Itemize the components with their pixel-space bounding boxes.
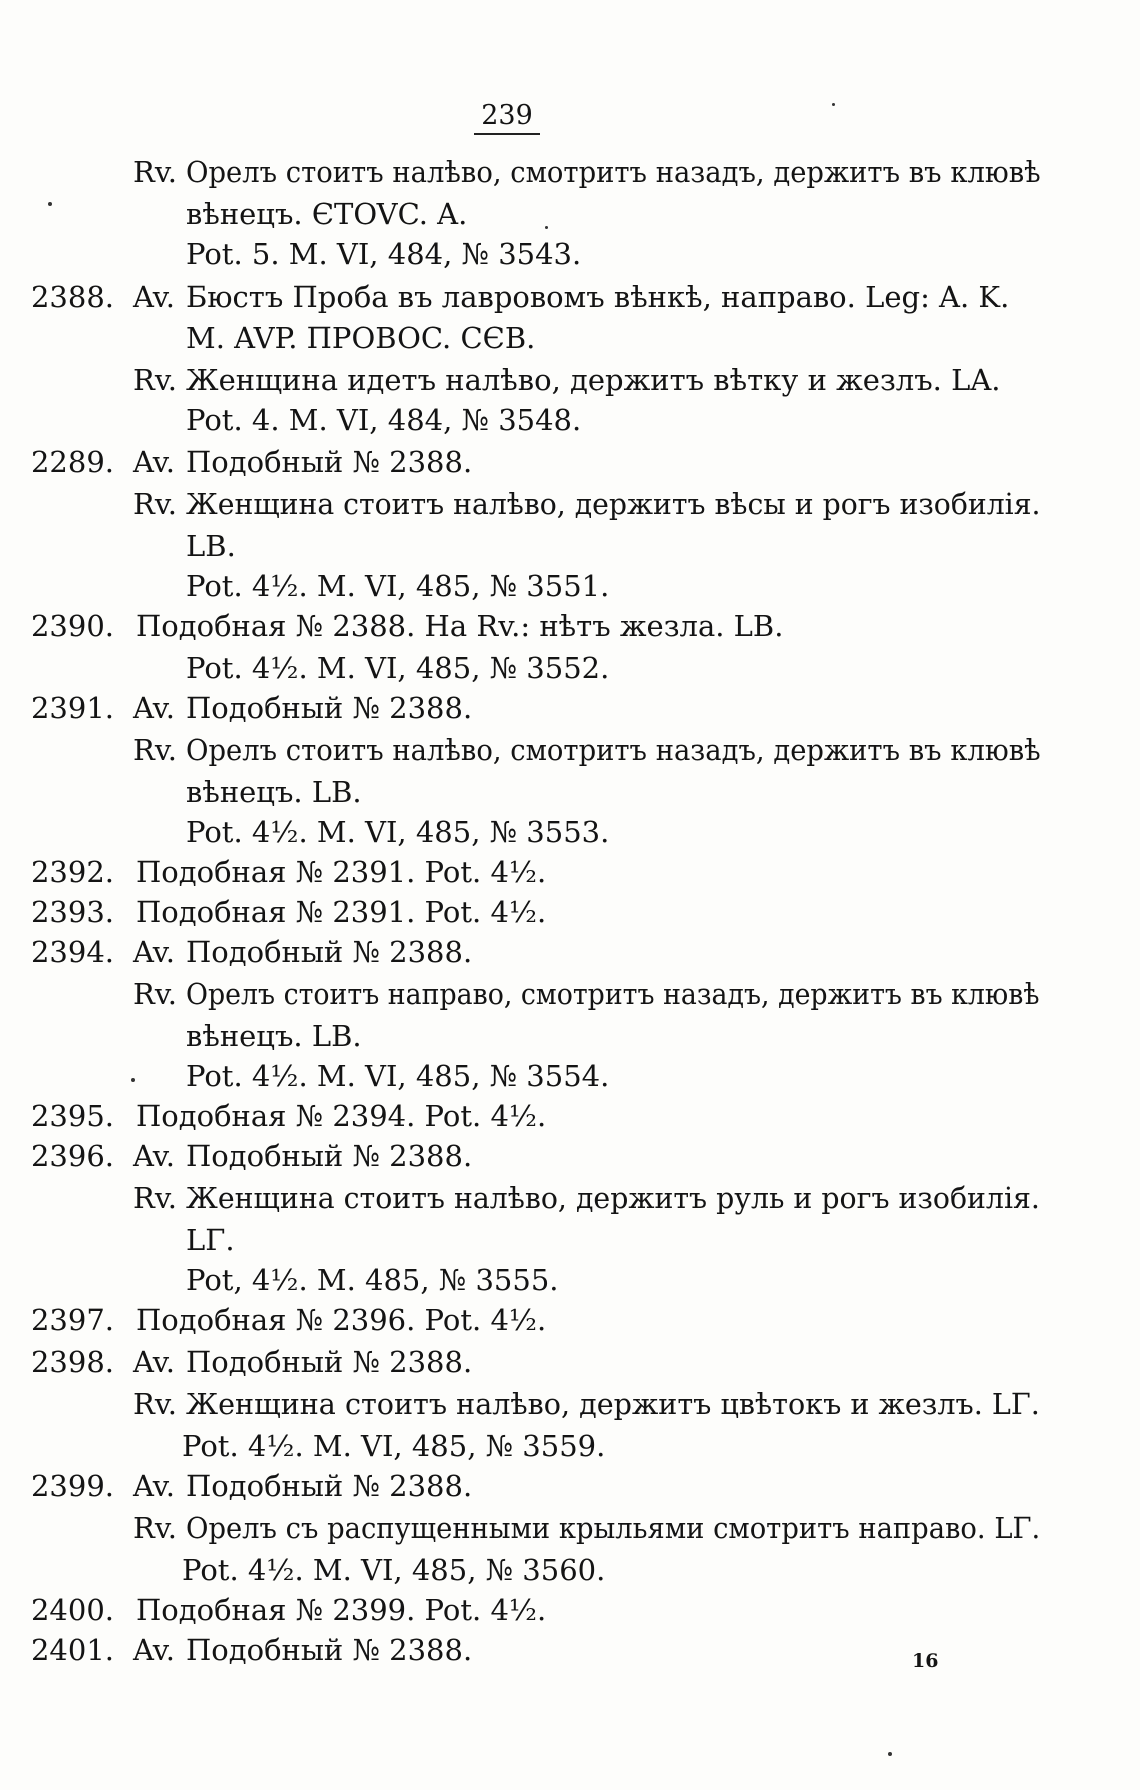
entry-line (0, 152, 1140, 192)
entry-text: LΓ. (186, 1223, 235, 1257)
entry-number: 2399. (30, 1469, 114, 1503)
entry-number: 2395. (30, 1099, 114, 1133)
entry-line (0, 1136, 1140, 1176)
entry-line (0, 892, 1140, 932)
entry-line (0, 1426, 1140, 1466)
entry-line (0, 688, 1140, 728)
entry-line (0, 1466, 1140, 1506)
entry-number: 2289. (30, 445, 114, 479)
entry-text: Подобный № 2388. (186, 935, 473, 969)
entry-number: 2401. (30, 1633, 114, 1667)
entry-text: Подобная № 2399. Pot. 4½. (136, 1593, 547, 1627)
obverse-label: Av. (133, 935, 175, 969)
reverse-label: Rv. (133, 733, 177, 767)
reverse-label: Rv. (133, 977, 177, 1011)
entry-text: Подобный № 2388. (186, 1469, 473, 1503)
entry-text: Pot, 4½. M. 485, № 3555. (186, 1263, 559, 1297)
entry-text: Женщина стоитъ налѣво, держитъ цвѣтокъ и жезлъ. LΓ. (186, 1387, 1040, 1421)
entry-line (0, 1056, 1140, 1096)
entry-line (0, 730, 1140, 770)
entry-text: Pot. 4½. M. VI, 485, № 3552. (186, 651, 610, 685)
entry-text: Pot. 4. M. VI, 484, № 3548. (186, 403, 582, 437)
entry-number: 2398. (30, 1345, 114, 1379)
entry-line (0, 484, 1140, 524)
reverse-label: Rv. (133, 363, 177, 397)
entry-line (0, 1260, 1140, 1300)
entry-text: M. AVP. ПPOBOC. CЄB. (186, 321, 536, 355)
entry-text: Pot. 5. M. VI, 484, № 3543. (186, 237, 582, 271)
page-number: 239 (474, 100, 540, 135)
entry-text: Орелъ стоитъ налѣво, смотритъ назадъ, держитъ въ клювѣ (186, 155, 1041, 189)
entry-line (0, 772, 1140, 812)
entry-text: Женщина стоитъ налѣво, держитъ руль и рогъ изобилія. (186, 1181, 1040, 1215)
ink-speck (888, 1752, 892, 1756)
entry-line (0, 1300, 1140, 1340)
obverse-label: Av. (133, 445, 175, 479)
entry-line (0, 1550, 1140, 1590)
entry-line (0, 442, 1140, 482)
ink-speck (131, 1078, 135, 1082)
entry-text: вѣнецъ. LB. (186, 1019, 362, 1053)
entry-number: 2392. (30, 855, 114, 889)
entry-line (0, 526, 1140, 566)
obverse-label: Av. (133, 1633, 175, 1667)
entry-text: Женщина идетъ налѣво, держитъ вѣтку и жезлъ. LA. (186, 363, 1001, 397)
obverse-label: Av. (133, 691, 175, 725)
entry-number: 2394. (30, 935, 114, 969)
entry-text: Pot. 4½. M. VI, 485, № 3551. (186, 569, 610, 603)
entry-text: Подобная № 2388. На Rv.: нѣтъ жезла. LB. (136, 609, 784, 643)
entry-text: Подобная № 2394. Pot. 4½. (136, 1099, 547, 1133)
entry-line (0, 1220, 1140, 1260)
entry-text: Женщина стоитъ налѣво, держитъ вѣсы и рогъ изобилія. (186, 487, 1041, 521)
entry-line (0, 1342, 1140, 1382)
entry-text: Подобный № 2388. (186, 691, 473, 725)
entry-line (0, 277, 1140, 317)
entry-line (0, 852, 1140, 892)
reverse-label: Rv. (133, 1511, 177, 1545)
reverse-label: Rv. (133, 1181, 177, 1215)
entry-number: 2391. (30, 691, 114, 725)
entry-text: Pot. 4½. M. VI, 485, № 3560. (182, 1553, 606, 1587)
entry-text: Подобный № 2388. (186, 1345, 473, 1379)
entry-number: 2388. (30, 280, 114, 314)
entry-number: 2400. (30, 1593, 114, 1627)
entry-line (0, 1384, 1140, 1424)
entry-line (0, 1630, 1140, 1670)
entry-line (0, 360, 1140, 400)
entry-text: Подобная № 2396. Pot. 4½. (136, 1303, 547, 1337)
entry-line (0, 400, 1140, 440)
entry-text: LB. (186, 529, 236, 563)
entry-line (0, 194, 1140, 234)
entry-text: Подобный № 2388. (186, 1139, 473, 1173)
entry-text: Pot. 4½. M. VI, 485, № 3554. (186, 1059, 610, 1093)
ink-speck (545, 226, 548, 229)
entry-text: Орелъ стоитъ налѣво, смотритъ назадъ, держитъ въ клювѣ (186, 733, 1041, 767)
entry-number: 2390. (30, 609, 114, 643)
entry-line (0, 566, 1140, 606)
reverse-label: Rv. (133, 487, 177, 521)
reverse-label: Rv. (133, 1387, 177, 1421)
entry-text: Подобный № 2388. (186, 445, 473, 479)
entry-text: вѣнецъ. LB. (186, 775, 362, 809)
entry-line (0, 234, 1140, 274)
obverse-label: Av. (133, 1469, 175, 1503)
entry-line (0, 974, 1140, 1014)
ink-speck (832, 103, 835, 106)
obverse-label: Av. (133, 1139, 175, 1173)
entry-text: Орелъ стоитъ направо, смотритъ назадъ, держитъ въ клювѣ (186, 977, 1040, 1011)
entry-line (0, 1016, 1140, 1056)
entry-text: Бюстъ Проба въ лавровомъ вѣнкѣ, направо. Leg: A. K. (186, 280, 1010, 314)
entry-text: Орелъ съ распущенными крыльями смотритъ направо. LΓ. (186, 1511, 1041, 1545)
signature-mark: 16 (912, 1650, 939, 1672)
entry-text: Подобная № 2391. Pot. 4½. (136, 855, 547, 889)
entry-text: Pot. 4½. M. VI, 485, № 3559. (182, 1429, 606, 1463)
entry-line (0, 932, 1140, 972)
entry-number: 2393. (30, 895, 114, 929)
entry-text: Подобный № 2388. (186, 1633, 473, 1667)
entry-text: вѣнецъ. ЄTOVC. A. (186, 197, 468, 231)
obverse-label: Av. (133, 1345, 175, 1379)
entry-text: Pot. 4½. M. VI, 485, № 3553. (186, 815, 610, 849)
obverse-label: Av. (133, 280, 175, 314)
entry-text: Подобная № 2391. Pot. 4½. (136, 895, 547, 929)
entry-number: 2397. (30, 1303, 114, 1337)
reverse-label: Rv. (133, 155, 177, 189)
entry-line (0, 1096, 1140, 1136)
ink-speck (48, 202, 52, 206)
entry-line (0, 1508, 1140, 1548)
entry-line (0, 812, 1140, 852)
entry-line (0, 648, 1140, 688)
entry-line (0, 1178, 1140, 1218)
entry-line (0, 318, 1140, 358)
entry-line (0, 1590, 1140, 1630)
entry-number: 2396. (30, 1139, 114, 1173)
entry-line (0, 606, 1140, 646)
